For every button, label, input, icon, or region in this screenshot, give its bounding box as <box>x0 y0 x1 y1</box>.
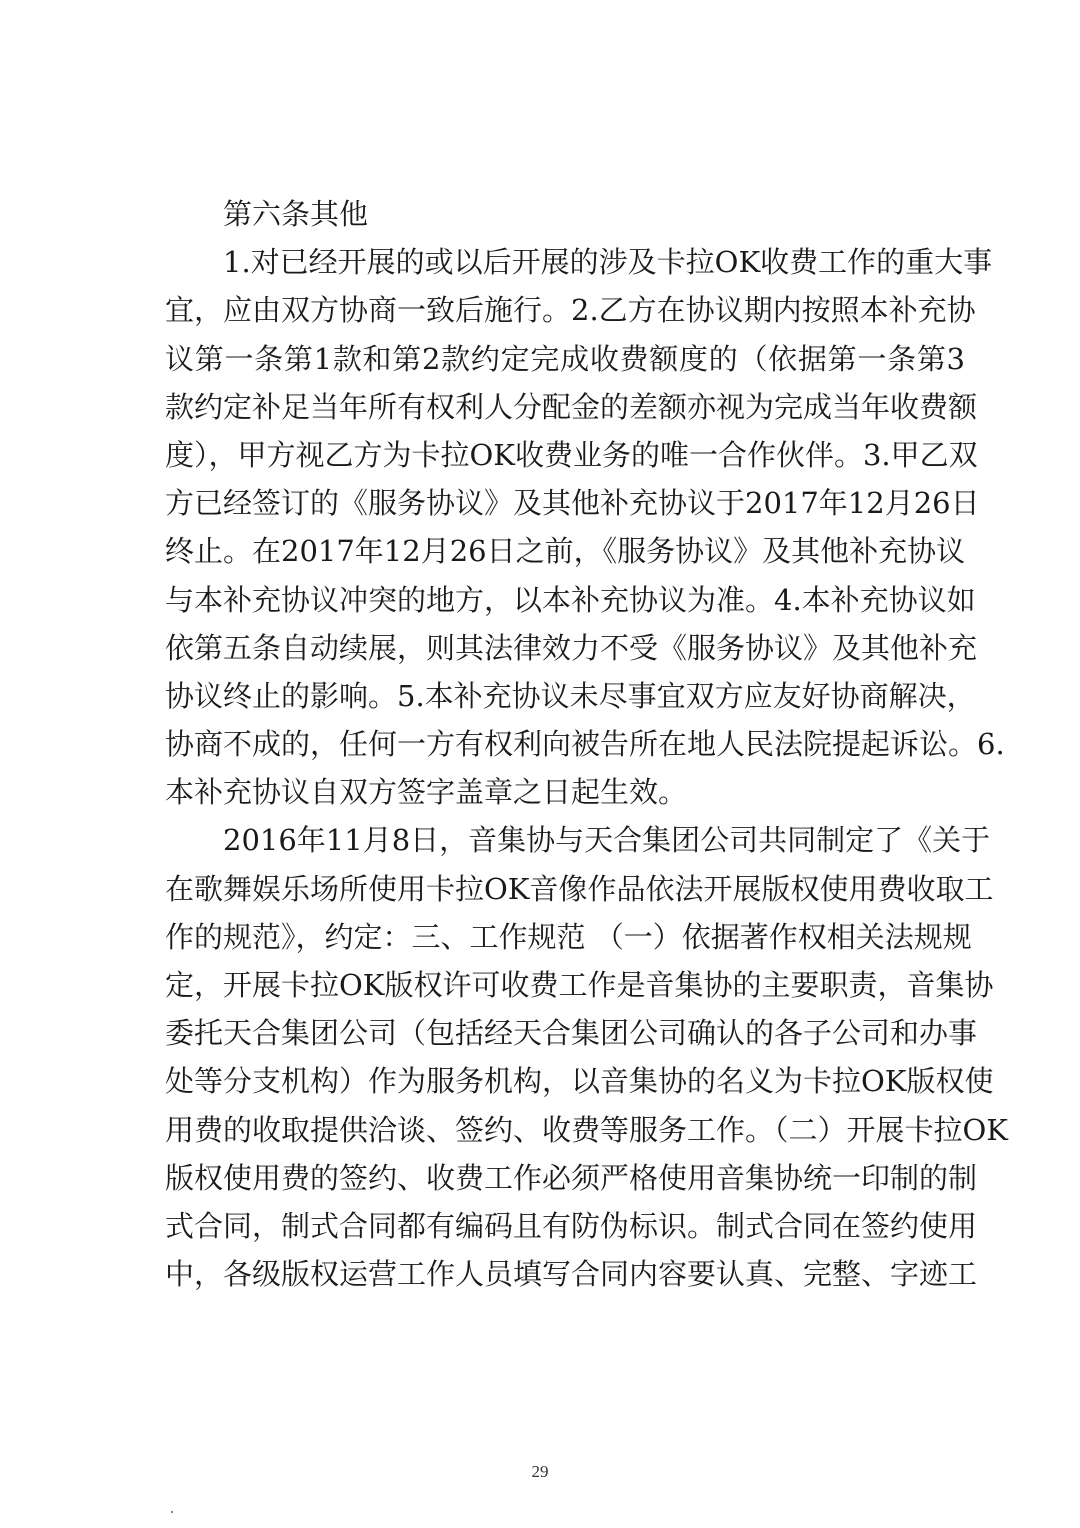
paragraph-line: 1.对已经开展的或以后开展的涉及卡拉OK收费工作的重大事 <box>223 245 993 280</box>
paragraph-line: 终止。在2017年12月26日之前，《服务协议》及其他补充协议 <box>165 534 966 569</box>
paragraph-line: 用费的收取提供洽谈、签约、收费等服务工作。（二）开展卡拉OK <box>165 1112 1008 1147</box>
page-number: 29 <box>531 1462 549 1481</box>
scan-speck <box>171 1511 173 1513</box>
paragraph-line: 本补充协议自双方签字盖章之日起生效。 <box>165 775 688 810</box>
paragraph-line: 依第五条自动续展，则其法律效力不受《服务协议》及其他补充 <box>165 630 978 665</box>
paragraph-line: 委托天合集团公司（包括经天合集团公司确认的各子公司和办事 <box>165 1016 978 1051</box>
paragraph-line: 协议终止的影响。5.本补充协议未尽事宜双方应友好协商解决， <box>165 678 976 713</box>
paragraph-line: 2016年11月8日，音集协与天合集团公司共同制定了《关于 <box>223 823 991 858</box>
paragraph-line: 处等分支机构）作为服务机构，以音集协的名义为卡拉OK版权使 <box>165 1064 994 1099</box>
paragraph-line: 款约定补足当年所有权利人分配金的差额亦视为完成当年收费额 <box>165 389 978 424</box>
paragraph-line: 议第一条第1款和第2款约定完成收费额度的（依据第一条第3 <box>165 341 965 376</box>
paragraph-line: 中，各级版权运营工作人员填写合同内容要认真、完整、字迹工 <box>165 1257 978 1292</box>
paragraph-line: 在歌舞娱乐场所使用卡拉OK音像作品依法开展版权使用费收取工 <box>165 871 994 906</box>
paragraph-line: 协商不成的，任何一方有权利向被告所在地人民法院提起诉讼。6. <box>165 727 1005 762</box>
paragraph-line: 度），甲方视乙方为卡拉OK收费业务的唯一合作伙伴。3.甲乙双 <box>165 437 978 472</box>
paragraph-line: 与本补充协议冲突的地方，以本补充协议为准。4.本补充协议如 <box>165 582 976 617</box>
paragraph-line: 宜，应由双方协商一致后施行。2.乙方在协议期内按照本补充协 <box>165 293 976 328</box>
paragraph-line: 定，开展卡拉OK版权许可收费工作是音集协的主要职责，音集协 <box>165 968 994 1002</box>
paragraph-line: 式合同，制式合同都有编码且有防伪标识。制式合同在签约使用 <box>165 1208 978 1243</box>
paragraph-line: 作的规范》，约定：三、工作规范 （一）依据著作权相关法规规 <box>165 919 972 954</box>
section-heading: 第六条其他 <box>223 197 369 231</box>
paragraph-line: 方已经签订的《服务协议》及其他补充协议于2017年12月26日 <box>165 486 980 521</box>
document-body <box>165 190 1008 1298</box>
paragraph-line: 版权使用费的签约、收费工作必须严格使用音集协统一印制的制 <box>165 1160 978 1195</box>
